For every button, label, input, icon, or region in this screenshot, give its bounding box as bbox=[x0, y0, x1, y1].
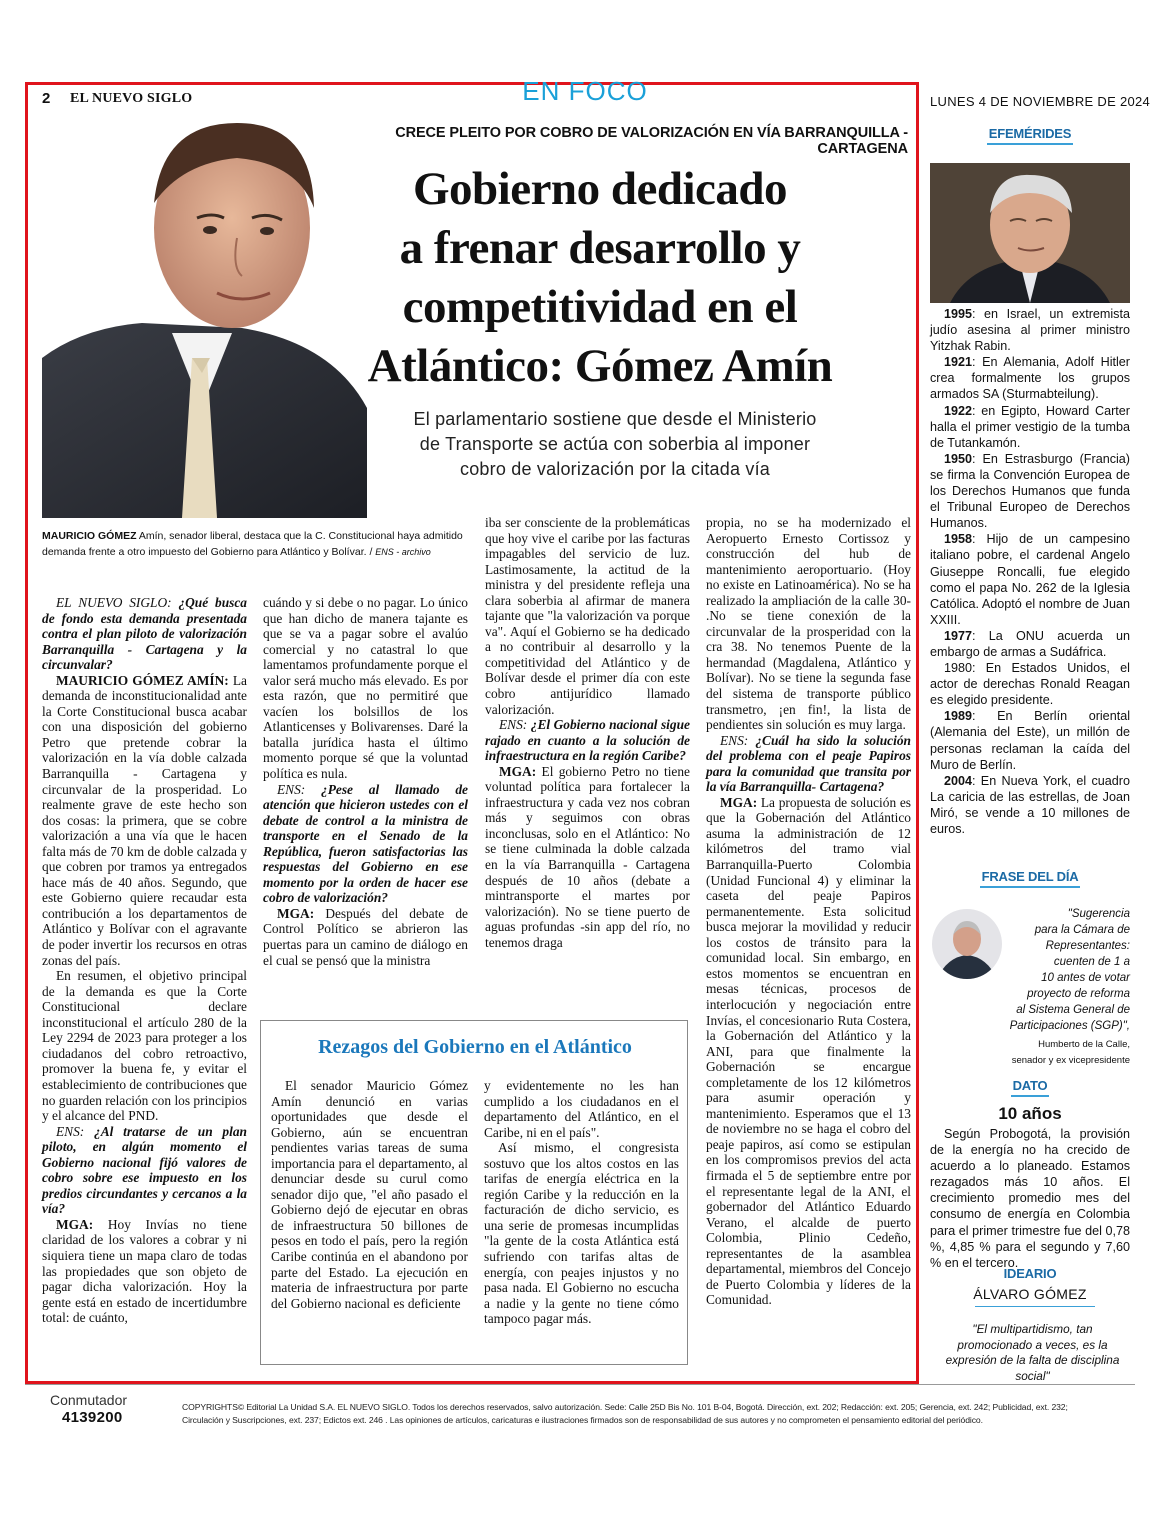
paragraph bbox=[42, 595, 247, 673]
efemeride-item bbox=[930, 660, 1130, 708]
paragraph-lead: ENS: bbox=[56, 1123, 95, 1139]
efemeride-item bbox=[930, 773, 1130, 837]
paragraph-lead: MAURICIO GÓMEZ AMÍN: bbox=[56, 672, 229, 688]
efemeride-item bbox=[930, 708, 1130, 772]
paragraph-text: ¿Al tratarse de un plan piloto, en algún momento el Gobierno nacional fijó valores de cobro sobre ese impuesto en los predios circundantes y cercanos a la vía? bbox=[42, 1123, 247, 1217]
quote-line: cuenten de 1 a bbox=[1053, 956, 1130, 968]
efemeride-item bbox=[930, 354, 1130, 402]
efemeride-item bbox=[930, 403, 1130, 451]
quote-author bbox=[950, 1037, 1130, 1069]
efemeride-text: : en Egipto, Howard Carter halla el primer vestigio de la tumba de Tutankamón. bbox=[930, 403, 1130, 450]
box-title: Rezagos del Gobierno en el Atlántico bbox=[318, 1036, 632, 1058]
paragraph-lead: MGA: bbox=[56, 1216, 94, 1232]
paragraph bbox=[485, 515, 690, 717]
efemeride-item bbox=[930, 628, 1130, 660]
paragraph bbox=[42, 1124, 247, 1217]
paragraph-text: ¿El Gobierno nacional sigue rajado en cuanto a la solución de infraestructura en la región Caribe? bbox=[485, 717, 690, 764]
paragraph bbox=[42, 968, 247, 1123]
paragraph-text: ¿Cuál ha sido la solución del problema con el peaje Papiros para la comunidad que transita por la vía Barranquilla- Cartagena? bbox=[706, 732, 911, 795]
paragraph bbox=[484, 1078, 679, 1140]
paragraph-text: La demanda de inconstitucionalidad ante la Corte Constitucional busca acabar con una disposición del gobierno Petro que pretende cobrar la valorización en la vía doble calzada Barranquilla - Cartagena y circunvalar de la prosperidad. Lo realmente grave de este hecho son dos cosas: la primera, que se cobre valorización a una vía que le hacen falta más de 70 km de doble calzada y que cobren por tramos ya entregados hace más de 40 años. Segundo, que este Gobierno quiere recaudar esta contribución a los departamentos de Atlántico y Bolívar con el agravante de poder invertir los recursos en otras zonas del país. bbox=[42, 672, 247, 968]
efemeride-text: : Hijo de un campesino italiano pobre, el cardenal Angelo Giuseppe Roncalli, fue elegido como el papa No. 262 de la Iglesia Católica. Adoptó el nombre de Juan XXIII. bbox=[930, 532, 1130, 627]
headline-line: Gobierno dedicado bbox=[412, 163, 788, 215]
efemeride-year: 1950 bbox=[944, 451, 973, 466]
article-deck bbox=[380, 407, 850, 482]
efemeride-text: : En Estrasburgo (Francia) se firma la Convención Europea de los Derechos Humanos que funda el Tribunal Europeo de Derechos Humanos. bbox=[930, 451, 1130, 531]
paragraph bbox=[485, 764, 690, 951]
headline-line: a frenar desarrollo y bbox=[399, 222, 801, 274]
efemerides-photo bbox=[930, 163, 1130, 303]
paragraph-text: El senador Mauricio Gómez Amín denunció en varias oportunidades que desde el Gobierno, aún se encuentran pendientes varias tareas de suma importancia para el departamento, al denunciar desde su curul como senador dijo que, "el año pasado el Gobierno dejó de ejecutar en obras de infraestructura 50 billones de pesos en todo el país, pero la región Caribe continúa en el abandono por parte del Estado. La ejecución en materia de infraestructura por parte del Gobierno nacional es deficiente bbox=[271, 1078, 468, 1311]
conmutador-label: Conmutador bbox=[50, 1392, 128, 1408]
efemerides-list bbox=[930, 306, 1130, 837]
paragraph-text: ¿Qué busca de fondo esta demanda presentada contra el plan piloto de valorización Barranquilla - Cartagena y la circunvalar? bbox=[42, 595, 247, 673]
efemeride-text: : La ONU acuerda un embargo de armas a Sudáfrica. bbox=[930, 628, 1130, 659]
efemeride-year: 2004 bbox=[944, 773, 973, 788]
quote-line: para la Cámara de bbox=[1034, 924, 1130, 936]
dato-text: Según Probogotá, la provisión de la energía no ha crecido de acuerdo a lo planeado. Estamos rezagados más 10 años. El crecimiento promedio mes del consumo de energía en Colombia para el primer trimestre fue del 0,78 %, 4,85 % para el segundo y 7,60 % en el tercero. bbox=[930, 1127, 1130, 1270]
quote-line: 10 antes de votar bbox=[1041, 972, 1130, 984]
footer-divider bbox=[25, 1384, 1135, 1385]
paragraph-text: Así mismo, el congresista sostuvo que los altos costos en las tarifas de energía eléctrica en la región Caribe y la reducción en la facturación de dicho servicio, es una serie de promesas incumplidas "la gente de la costa Atlántica está sufriendo con tarifas altas de energía, con peajes injustos y no pasa nada. El Gobierno no escucha a nadie y la gente no tiene cómo tampoco pagar más. bbox=[484, 1140, 679, 1327]
paragraph-lead: ENS: bbox=[277, 781, 322, 797]
efemeride-year: 1995 bbox=[944, 307, 973, 321]
frase-quote bbox=[975, 906, 1130, 1034]
paragraph bbox=[706, 795, 911, 1308]
paragraph bbox=[42, 673, 247, 968]
paragraph bbox=[271, 1078, 468, 1311]
paragraph bbox=[706, 515, 911, 733]
efemeride-year: 1977 bbox=[944, 628, 973, 643]
copyright-line: Circulación y Suscripciones, ext. 237; Edictos ext. 246 . Las opiniones de artículos, caricaturas e ilustraciones firmados son de responsabilidad de sus autores y no comprometen el pensamiento editorial del periódico. bbox=[182, 1415, 983, 1425]
quote-line: al Sistema General de bbox=[1016, 1004, 1130, 1016]
paragraph-text: En resumen, el objetivo principal de la demanda es que la Corte Constitucional declare inconstitucional el artículo 280 de la Ley 2294 de 2023 para proteger a los ciudadanos del cobro retroactivo, promover la buena fe, y evitar el establecimiento de contribuciones que no guarden relación con los principios y el alcance del PND. bbox=[42, 968, 247, 1124]
efemeride-year: 1922 bbox=[944, 403, 973, 418]
paragraph-text: iba ser consciente de la problemáticas que hoy vive el caribe por las facturas impagables del servicio de luz. Lastimosamente, la actitud de la ministra y del presidente refleja una clara soberbia al afirmar de manera tajante que "la valorización va porque va". Aquí el Gobierno se ha dedicado a no contribuir al desarrollo y la competitividad del Atlántico y de Bolívar desde el primer día con este cobro antijurídico llamado valorización. bbox=[485, 515, 690, 717]
paragraph-lead: MGA: bbox=[720, 794, 758, 810]
paragraph-text: ¿Pese al llamado de atención que hicieron ustedes con el debate de control a la ministra de transporte en el Senado de la República, fueron satisfactorias las respuestas del Gobierno en ese momento por la orden de hacer ese cobro de valorización? bbox=[263, 781, 468, 906]
paragraph bbox=[263, 782, 468, 906]
ideario-heading: IDEARIO bbox=[1003, 1266, 1057, 1281]
efemeride-text: : en Israel, un extremista judío asesina al primer ministro Yitzhak Rabin. bbox=[930, 307, 1130, 354]
paragraph bbox=[485, 717, 690, 764]
paragraph bbox=[706, 733, 911, 795]
box-column-2 bbox=[484, 1078, 679, 1327]
ideario-divider bbox=[975, 1306, 1095, 1307]
article-kicker: CRECE PLEITO POR COBRO DE VALORIZACIÓN EN VÍA BARRANQUILLA - CARTAGENA bbox=[395, 125, 908, 157]
newspaper-logo: EL NUEVO SIGLO bbox=[70, 91, 193, 106]
article-column-4 bbox=[706, 515, 911, 1308]
deck-line: El parlamentario sostiene que desde el Ministerio bbox=[413, 409, 817, 429]
paragraph-text: y evidentemente no les han cumplido a los ciudadanos en el departamento del Atlántico, en el Caribe, ni en el país". bbox=[484, 1078, 679, 1140]
paragraph-lead: EL NUEVO SIGLO: bbox=[56, 595, 179, 610]
section-title: EN FOCO bbox=[522, 76, 648, 106]
efemeride-year: 1921 bbox=[944, 355, 973, 370]
article-column-3 bbox=[485, 515, 690, 950]
frase-heading: FRASE DEL DÍA bbox=[930, 869, 1130, 884]
quote-line: "Sugerencia bbox=[1067, 908, 1130, 920]
conmutador-number: 4139200 bbox=[62, 1409, 123, 1426]
deck-line: cobro de valorización por la citada vía bbox=[460, 459, 770, 479]
photo-caption bbox=[42, 528, 474, 560]
caption-name: MAURICIO GÓMEZ bbox=[42, 530, 137, 542]
paragraph-text: El gobierno Petro no tiene voluntad política para fortalecer la infraestructura y cada vez nos cobran más y seguimos con obras inconclusas, solo en el Atlántico: No se tiene culminada la doble calzada en la vía Barranquilla - Cartagena después de 10 años (debate a mintransporte el martes por valorización). No se tiene puerto de aguas profundas -sin app del río, no tenemos draga bbox=[485, 763, 690, 950]
paragraph-text: La propuesta de solución es que la Gobernación del Atlántico asuma la administración de 12 kilómetros del tramo vial Barranquilla-Puerto Colombia (Unidad Funcional 4) y eliminar la caseta del peaje Papiros permanentemente. Esta solicitud busca mejorar la movilidad y reducir los costos de tránsito para la comunidad local. Sin embargo, en estos momentos se encuentran en mesas técnicas, procesos de interlocución y negociación entre Invías, el concesionario Ruta Costera, la Gobernación del Atlántico y la ANI, para que finalmente la Gobernación se encargue completamente de los 12 kilómetros para asumir operación y mantenimiento. Esperamos que el 13 de noviembre no se haga el cobro del peaje papiros, así como se estipulan en los compromisos previos del acta firmada el 5 de septiembre entre por el representante legal de la ANI, el gobernador del Atlántico Eduardo Verano, el alcalde de puerto Colombia, Plinio Cedeño, representantes de la asamblea departamental, miembros del Concejo de Puerto Colombia y líderes de la Comunidad. bbox=[706, 794, 911, 1308]
efemeride-item bbox=[930, 531, 1130, 628]
paragraph-lead: MGA: bbox=[499, 763, 537, 779]
quote-author-role: senador y ex vicepresidente bbox=[1011, 1055, 1130, 1066]
paragraph-text: cuándo y si debe o no pagar. Lo único que han dicho de manera tajante es que se va a pagar sobre el avalúo comercial y no catastral lo que lamentamos profundamente porque el valor será mucho más elevado. Es por esta razón, que no permitiré que vacíen los bolsillos de los Atlanticenses y Bolivarenses. Daré la batalla jurídica hasta el último momento porque sé que la voluntad política es nula. bbox=[263, 595, 468, 782]
paragraph bbox=[484, 1140, 679, 1327]
efemeride-text: : En Nueva York, el cuadro La caricia de las estrellas, de Joan Miró, se vende a 10 millones de euros. bbox=[930, 773, 1130, 836]
efemerides-heading: EFEMÉRIDES bbox=[930, 126, 1130, 141]
senator-photo bbox=[42, 108, 367, 518]
efemeride-item bbox=[930, 451, 1130, 531]
quote-line: proyecto de reforma bbox=[1027, 988, 1130, 1000]
paragraph-text: Después del debate de Control Político se abrieron las puertas para un camino de diálogo en el cual se pensó que la ministra bbox=[263, 905, 468, 968]
paragraph bbox=[42, 1217, 247, 1326]
box-column-1 bbox=[271, 1078, 468, 1311]
dato-number: 10 años bbox=[998, 1104, 1062, 1123]
caption-credit: ENS - archivo bbox=[375, 547, 431, 557]
efemeride-text: : En Berlín oriental (Alemania del Este), un millón de personas reclaman la caída del Muro de Berlín. bbox=[930, 709, 1130, 772]
paragraph-text: propia, no se ha modernizado el Aeropuerto Ernesto Cortissoz y construcción del hub de mantenimiento aeroportuario. (Hoy no existe en Latinoamérica). No se ha realizado la ampliación de la calle 30- .No se tiene conexión de la circunvalar de la prosperidad con la cra 38. No tenemos Puente de la hermandad (Magdalena, Atlántico y Bolívar). No se tiene la segunda fase del sistema de transporte público transmetro, ¡en fin!, la lista de pendientes sin solución es muy larga. bbox=[706, 515, 911, 733]
deck-line: de Transporte se actúa con soberbia al imponer bbox=[419, 434, 811, 454]
copyright-notice bbox=[182, 1401, 1132, 1427]
paragraph-lead: ENS: bbox=[720, 732, 756, 748]
paragraph-text: Hoy Invías no tiene claridad de los valores a cobrar y ni siquiera tiene un mapa claro de todas las propiedades que son objeto de pagar dicha valorización. Hoy la gente está en estado de incertidumbre total: de cuánto, bbox=[42, 1216, 247, 1326]
article-headline bbox=[330, 160, 870, 396]
dato-heading: DATO bbox=[930, 1078, 1130, 1093]
paragraph bbox=[263, 906, 468, 968]
quote-line: Representantes: bbox=[1045, 940, 1130, 952]
page-number: 2 bbox=[42, 90, 51, 107]
article-column-2 bbox=[263, 595, 468, 968]
portrait-image bbox=[42, 108, 367, 518]
efemeride-text: : En Alemania, Adolf Hitler crea formalmente los grupos armados SA (Sturmabteilung). bbox=[930, 355, 1130, 402]
headline-line: Atlántico: Gómez Amín bbox=[367, 340, 833, 392]
article-column-1 bbox=[42, 595, 247, 1326]
paragraph bbox=[263, 595, 468, 782]
efemeride-text: 1980: En Estados Unidos, el actor de derechas Ronald Reagan es elegido presidente. bbox=[930, 661, 1130, 708]
copyright-line: COPYRIGHTS© Editorial La Unidad S.A. EL NUEVO SIGLO. Todos los derechos reservados, salvo autorización. Sede: Calle 25D Bis No. 101 B-04, Bogotá. Dirección, ext. 202; Redacción: ext. 205; Gerencia, ext. 242; Publicidad, ext. 232; bbox=[182, 1402, 1068, 1412]
ideario-name: ÁLVARO GÓMEZ bbox=[973, 1286, 1087, 1302]
ideario-quote: "El multipartidismo, tan promocionado a veces, es la expresión de la falta de disciplina social" bbox=[945, 1322, 1120, 1383]
efemeride-item bbox=[930, 306, 1130, 354]
paragraph-lead: ENS: bbox=[499, 717, 531, 733]
caption-text: Amín, senador liberal, destaca que la C. Constitucional haya admitido demanda frente a otro impuesto del Gobierno para Atlántico y Bolívar. / bbox=[42, 530, 463, 558]
issue-date: LUNES 4 DE NOVIEMBRE DE 2024 bbox=[930, 94, 1151, 109]
quote-author-name: Humberto de la Calle, bbox=[1038, 1039, 1130, 1050]
efemeride-year: 1958 bbox=[944, 532, 973, 547]
headline-line: competitividad en el bbox=[402, 281, 798, 333]
rabin-portrait-image bbox=[930, 163, 1130, 303]
paragraph-lead: MGA: bbox=[277, 905, 315, 921]
quote-line: Participaciones (SGP)", bbox=[1009, 1020, 1130, 1032]
efemeride-year: 1989 bbox=[944, 709, 973, 724]
